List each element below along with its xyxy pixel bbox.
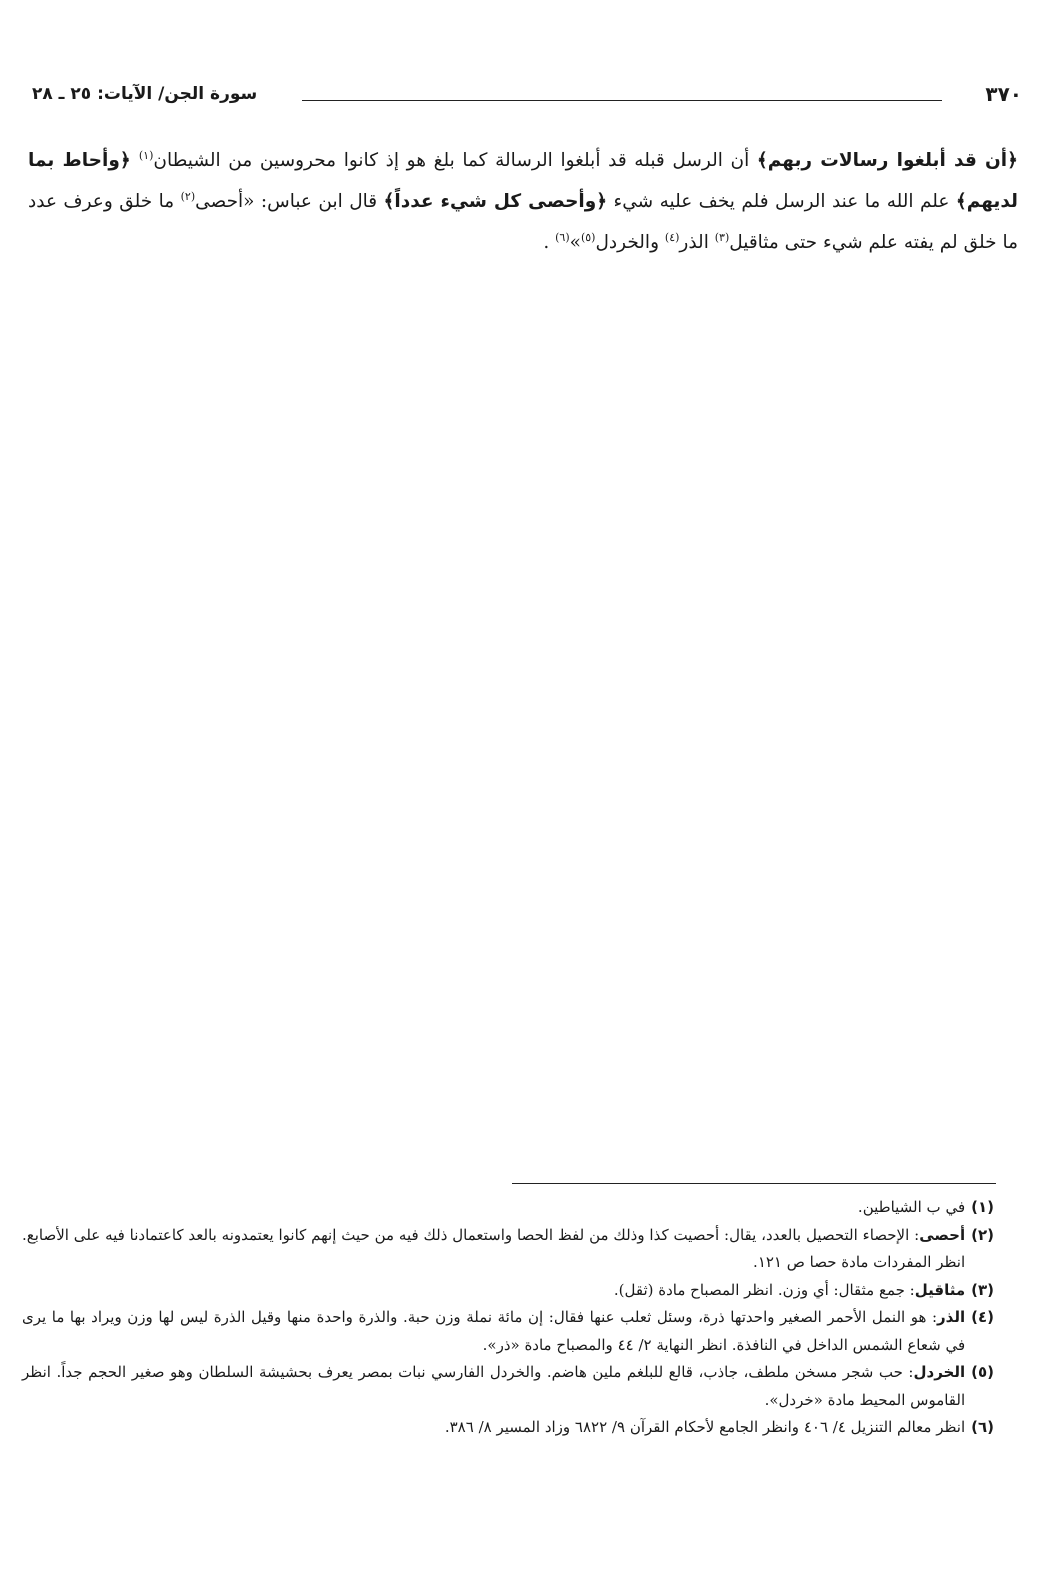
- footnote-4: [22, 1304, 994, 1359]
- footnote-number: (٥): [971, 1363, 994, 1381]
- commentary-paragraph: [28, 140, 1018, 263]
- footnote-ref: (٥): [580, 230, 596, 244]
- footnote-term: الذر: [937, 1308, 966, 1326]
- footnote-ref: (١): [138, 148, 154, 162]
- footnote-body: : هو النمل الأحمر الصغير واحدتها ذرة، وسئل ثعلب عنها فقال: إن مائة نملة وزن حبة. والذرة واحدة منها وقيل الذرة ليس لها وزن ويراد بها ما يرى في شعاع الشمس الداخل في النافذة. انظر النهاية ٢/ ٤٤ والمصباح مادة «ذر».: [22, 1308, 966, 1354]
- footnote-number: (٦): [971, 1418, 994, 1436]
- footnote-number: (٢): [971, 1225, 994, 1244]
- footnote-ref: (٣): [714, 230, 730, 244]
- quran-verse: ﴿وأحاط بما لديهم﴾: [28, 150, 1018, 212]
- footnote-text: [22, 1359, 965, 1414]
- footnote-2: [22, 1222, 994, 1277]
- commentary-text: قال ابن عباس: «أحصى: [195, 191, 384, 212]
- quran-verse: ﴿وأحصى كل شيء عدداً﴾: [383, 191, 608, 212]
- footnote-6: [22, 1414, 994, 1442]
- footnote-number: (٣): [971, 1280, 994, 1299]
- footnote-ref: (٢): [180, 189, 196, 203]
- footnote-body: : الإحصاء التحصيل بالعدد، يقال: أحصيت كذا وذلك من لفظ الحصا واستعمال ذلك فيه من حيث إنهم كانوا يعتمدونه بالعد كاعتمادنا فيه على الأصابع. انظر المفردات مادة حصا ص ١٢١.: [22, 1225, 966, 1271]
- footnote-5: [22, 1359, 994, 1414]
- footnote-text: [22, 1304, 965, 1359]
- footnote-text: [22, 1194, 965, 1222]
- footnote-1: [22, 1194, 994, 1222]
- commentary-text: أن الرسل قبله قد أبلغوا الرسالة كما بلغ هو إذ كانوا محروسين من الشيطان: [153, 150, 757, 171]
- commentary-text: والخردل: [595, 232, 665, 253]
- header-rule: [302, 100, 942, 101]
- footnote-separator: [512, 1183, 996, 1184]
- footnote-body: : حب شجر مسخن ملطف، جاذب، قالع للبلغم ملين هاضم. والخردل الفارسي نبات بمصر يعرف بحشيشة السلطان وهو صغير الحجم جداً. انظر القاموس المحيط مادة «خردل».: [22, 1363, 966, 1409]
- footnote-number: (١): [971, 1198, 994, 1216]
- commentary-text: ما خلق وعرف عدد ما خلق لم يفته علم شيء حتى مثاقيل: [28, 191, 1018, 253]
- running-title: سورة الجن/ الآيات: ٢٥ ـ ٢٨: [32, 84, 258, 104]
- footnote-3: [22, 1277, 994, 1305]
- footnote-ref: (٦): [555, 230, 570, 244]
- footnote-text: [22, 1222, 965, 1277]
- footnote-term: الخردل: [913, 1363, 966, 1381]
- quran-verse: ﴿أن قد أبلغوا رسالات ربهم﴾: [756, 150, 1018, 171]
- footnote-term: مثاقيل: [914, 1280, 966, 1299]
- footnote-body: : جمع مثقال: أي وزن. انظر المصباح مادة (ثقل).: [613, 1280, 915, 1299]
- footnote-body: انظر معالم التنزيل ٤/ ٤٠٦ وانظر الجامع لأحكام القرآن ٩/ ٦٨٢٢ وزاد المسير ٨/ ٣٨٦.: [444, 1418, 966, 1436]
- footnote-ref: (٤): [664, 230, 680, 244]
- commentary-text: الذر: [679, 232, 715, 253]
- footnote-number: (٤): [971, 1308, 994, 1326]
- commentary-text: .: [543, 232, 556, 253]
- page-number: ٣٧٠: [985, 82, 1022, 106]
- footnote-term: أحصى: [919, 1225, 966, 1244]
- running-header: [32, 82, 1022, 110]
- footnote-text: [22, 1414, 965, 1442]
- commentary-text: علم الله ما عند الرسل فلم يخف عليه شيء: [607, 191, 956, 212]
- footnote-body: في ب الشياطين.: [857, 1198, 966, 1216]
- footnotes-section: [22, 1194, 994, 1442]
- footnote-text: [22, 1277, 965, 1305]
- commentary-text: »: [569, 232, 581, 253]
